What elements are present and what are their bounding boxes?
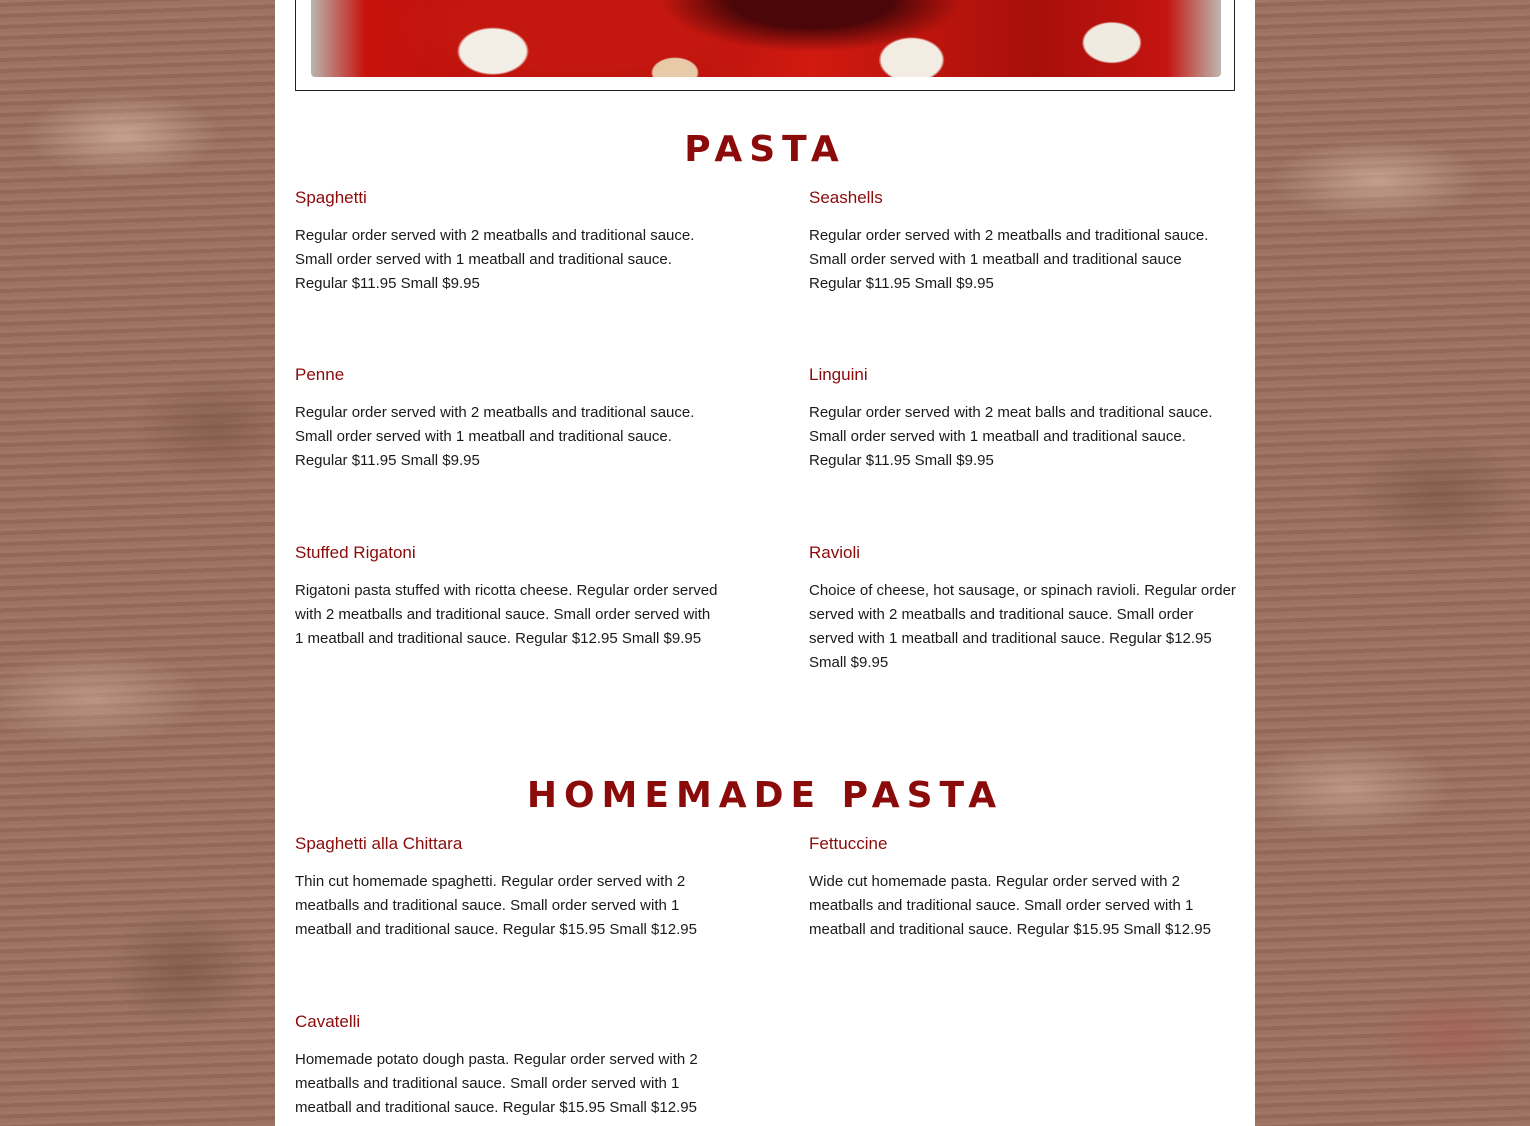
menu-item-seashells: [809, 188, 1239, 296]
description-line: meatballs and traditional sauce. Small order served with 1: [295, 1075, 680, 1092]
menu-item-description: [295, 401, 725, 473]
description-line: served with 2 meatballs and traditional sauce. Small order: [809, 606, 1194, 623]
description-line: Small $9.95: [809, 654, 889, 671]
description-line: Regular order served with 2 meat balls and traditional sauce.: [809, 404, 1213, 421]
menu-item-name: Spaghetti alla Chittara: [295, 834, 463, 853]
menu-panel: [275, 0, 1255, 1126]
menu-item-stuffed-rigatoni: [295, 543, 725, 651]
menu-item-fettuccine: [809, 834, 1239, 942]
menu-item-description: [809, 870, 1239, 942]
description-line: Rigatoni pasta stuffed with ricotta cheese. Regular order served: [295, 582, 718, 599]
menu-item-name: Stuffed Rigatoni: [295, 543, 416, 562]
description-line: Regular order served with 2 meatballs and traditional sauce.: [295, 404, 695, 421]
description-line: Regular $11.95 Small $9.95: [809, 275, 994, 292]
description-line: Homemade potato dough pasta. Regular order served with 2: [295, 1051, 698, 1068]
description-line: Small order served with 1 meatball and traditional sauce.: [295, 251, 672, 268]
menu-item-name: Fettuccine: [809, 834, 888, 853]
description-line: Regular $11.95 Small $9.95: [809, 452, 994, 469]
menu-item-description: [809, 579, 1239, 675]
menu-item-name: Ravioli: [809, 543, 861, 562]
section-title-pasta: PASTA: [684, 129, 846, 170]
menu-item-description: [295, 870, 725, 942]
description-line: Thin cut homemade spaghetti. Regular order served with 2: [295, 873, 686, 890]
description-line: served with 1 meatball and traditional sauce. Regular $12.95: [809, 630, 1212, 647]
description-line: meatball and traditional sauce. Regular $15.95 Small $12.95: [295, 1099, 697, 1116]
pasta-photo: [311, 0, 1221, 77]
description-line: meatballs and traditional sauce. Small order served with 1: [809, 897, 1194, 914]
menu-item-description: [295, 224, 725, 296]
description-line: 1 meatball and traditional sauce. Regular $12.95 Small $9.95: [295, 630, 702, 647]
description-line: Choice of cheese, hot sausage, or spinach ravioli. Regular order: [809, 582, 1236, 599]
menu-item-ravioli: [809, 543, 1239, 675]
description-line: Small order served with 1 meatball and traditional sauce.: [295, 428, 672, 445]
pasta-photo-frame: [295, 0, 1235, 91]
description-line: meatball and traditional sauce. Regular $15.95 Small $12.95: [295, 921, 697, 938]
menu-item-description: [295, 579, 725, 651]
menu-item-name: Cavatelli: [295, 1012, 361, 1031]
menu-item-name: Linguini: [809, 365, 868, 384]
menu-item-spaghetti: [295, 188, 725, 296]
menu-item-spaghetti-alla-chittara: [295, 834, 725, 942]
description-line: with 2 meatballs and traditional sauce. Small order served with: [295, 606, 711, 623]
menu-item-name: Seashells: [809, 188, 883, 207]
description-line: Regular order served with 2 meatballs and traditional sauce.: [295, 227, 695, 244]
description-line: Small order served with 1 meatball and traditional sauce.: [809, 428, 1186, 445]
description-line: meatballs and traditional sauce. Small order served with 1: [295, 897, 680, 914]
description-line: Small order served with 1 meatball and traditional sauce: [809, 251, 1182, 268]
menu-item-cavatelli: [295, 1012, 725, 1120]
menu-item-description: [295, 1048, 725, 1120]
menu-item-linguini: [809, 365, 1239, 473]
description-line: Regular order served with 2 meatballs and traditional sauce.: [809, 227, 1209, 244]
menu-item-penne: [295, 365, 725, 473]
description-line: Regular $11.95 Small $9.95: [295, 452, 480, 469]
description-line: Wide cut homemade pasta. Regular order served with 2: [809, 873, 1181, 890]
description-line: meatball and traditional sauce. Regular $15.95 Small $12.95: [809, 921, 1211, 938]
menu-item-name: Penne: [295, 365, 345, 384]
menu-item-name: Spaghetti: [295, 188, 367, 207]
menu-item-description: [809, 401, 1239, 473]
menu-item-description: [809, 224, 1239, 296]
description-line: Regular $11.95 Small $9.95: [295, 275, 480, 292]
section-title-homemade-pasta: HOMEMADE PASTA: [526, 775, 1004, 816]
